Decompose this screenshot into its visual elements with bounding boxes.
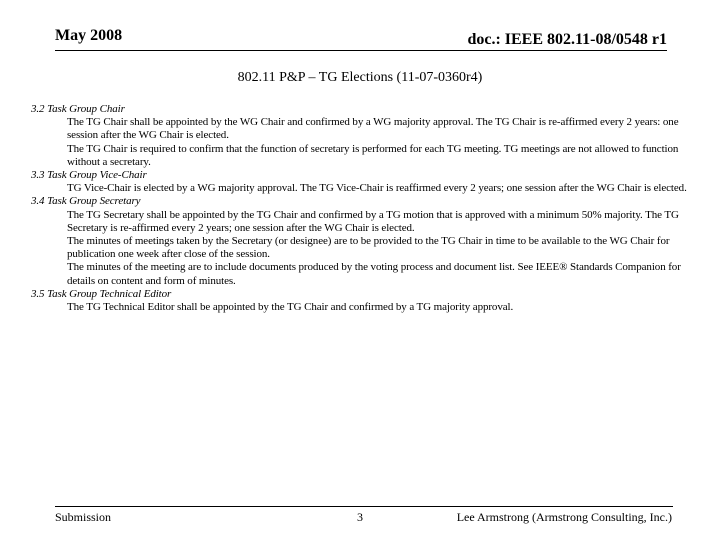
- header-date: May 2008: [55, 27, 123, 44]
- section-heading: 3.3 Task Group Vice-Chair: [31, 169, 147, 182]
- section-task-group-technical-editor: [31, 288, 692, 314]
- section-task-group-secretary: [31, 195, 692, 287]
- slide-body: [31, 103, 692, 314]
- section-heading: 3.5 Task Group Technical Editor: [31, 287, 172, 300]
- paragraph: The TG Chair shall be appointed by the WG Chair and confirmed by a WG majority approval. The TG Chair is re-affirmed every 2 years: one session after the WG Chair is elected.: [67, 116, 679, 142]
- section-task-group-chair: [31, 103, 692, 169]
- paragraph: The TG Technical Editor shall be appointed by the TG Chair and confirmed by a TG majority approval.: [67, 301, 514, 314]
- section-heading: 3.4 Task Group Secretary: [31, 195, 141, 208]
- paragraph: The minutes of the meeting are to include documents produced by the voting process and document list. See IEEE® Standards Companion for details on content and form of minutes.: [67, 261, 681, 287]
- section-task-group-vice-chair: [31, 169, 692, 195]
- paragraph: The TG Chair is required to confirm that the function of secretary is performed for each TG meeting. TG meetings are not allowed to function without a secretary.: [67, 142, 679, 168]
- paragraph: The minutes of meetings taken by the Secretary (or designee) are to be provided to the TG Chair in time to be available to the WG Chair for publication one week after close of the session.: [67, 235, 670, 261]
- footer-divider: [55, 506, 673, 507]
- slide-title: 802.11 P&P – TG Elections (11-07-0360r4): [237, 70, 483, 85]
- paragraph: TG Vice-Chair is elected by a WG majority approval. The TG Vice-Chair is reaffirmed every 2 years; one session after the WG Chair is elected.: [67, 182, 687, 195]
- paragraph: The TG Secretary shall be appointed by the TG Chair and confirmed by a TG motion that is approved with a minimum 50% majority. The TG Secretary is re-affirmed every 2 years; one session after the WG Chair is elected.: [67, 208, 679, 234]
- header-divider: [55, 50, 667, 51]
- footer-author: Lee Armstrong (Armstrong Consulting, Inc.): [456, 510, 672, 524]
- footer-submission: Submission: [55, 510, 112, 524]
- header-doc-number: doc.: IEEE 802.11-08/0548 r1: [467, 31, 667, 48]
- section-heading: 3.2 Task Group Chair: [31, 103, 125, 115]
- footer-page-number: 3: [357, 510, 363, 524]
